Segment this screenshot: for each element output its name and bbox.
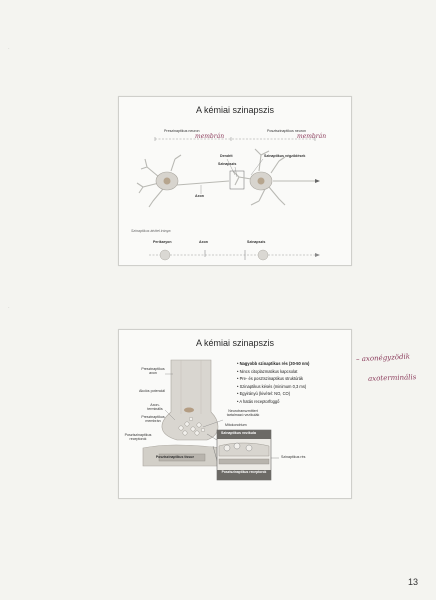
bullet-item: • Nincs citoplazmatikus kapcsolat <box>237 368 309 376</box>
label-neurotransmitter: Neurotranszmittert tartalmazó vezikulák <box>226 409 260 417</box>
edge-mark: · <box>8 305 10 311</box>
label-presyn-membrane: Preszinaptikus membrán <box>141 415 165 423</box>
mitochondrion <box>184 408 194 413</box>
label-postsyn-tissue: Posztszinaptikus tissue <box>155 455 195 459</box>
page-number: 13 <box>407 577 418 587</box>
dendrit-label: Dendrit <box>220 154 233 158</box>
label-postsyn-receptors: Posztszinaptikus receptorok <box>124 433 152 441</box>
slide-2 <box>118 329 352 499</box>
legend-item-perikaryon: Perikaryon <box>153 240 172 244</box>
label-action-potential: Akciós potenciál <box>139 389 165 393</box>
bullet-item: • Szinaptikus késés (minimum 0,3 ms) <box>237 383 309 391</box>
bullet-item: • A hatás receptorfüggő <box>237 398 309 406</box>
bullet-item: • Pre- és posztszinaptikus struktúrák <box>237 375 309 383</box>
label-axon-terminal: Axon-terminális <box>147 403 163 411</box>
bullet-item: • Nagyobb szinaptikus rés (30-50 nm) <box>237 360 309 368</box>
axon-label: Axon <box>195 194 204 198</box>
post-neuron-label: Posztszinaptikus neuron <box>267 129 306 133</box>
legend-title: Szinaptikus átvitel iránya <box>131 229 171 233</box>
pre-neuron-label: Preszinaptikus neuron <box>164 129 200 133</box>
bullet-item: • Egyirányú (kivétel: NO, CO) <box>237 390 309 398</box>
legend-synapse-dot <box>258 250 268 260</box>
axon-terminal-shape <box>162 360 218 440</box>
legend-perikaryon-dot <box>160 250 170 260</box>
label-presyn-axon: Preszinaptikus axon <box>141 367 165 375</box>
label-mitochondrion: Mitokondrium <box>225 423 247 427</box>
postsynaptic-nucleus <box>258 178 265 185</box>
legend-item-axon: Axon <box>199 240 208 244</box>
handwritten-post: membrán <box>297 133 327 140</box>
bullet-list <box>237 360 309 406</box>
terminal-label: Szinaptikus végződések <box>264 154 306 158</box>
presynaptic-neuron <box>137 155 229 207</box>
edge-mark: · <box>8 46 10 52</box>
slide-1-title: A kémiai szinapszis <box>195 105 275 115</box>
label-synaptic-cleft: Szinaptikus rés <box>281 455 306 459</box>
synapse-label: Szinapszis <box>218 162 237 166</box>
margin-note: axoterminális <box>367 373 417 383</box>
slide-2-title: A kémiai szinapszis <box>195 338 275 348</box>
label-postsyn-receptors-2: Posztszinaptikus receptorok <box>221 470 267 474</box>
slide-1 <box>118 96 352 266</box>
legend-item-synapse: Szinapszis <box>247 240 266 244</box>
direction-arrow <box>315 179 320 183</box>
margin-note: – axonégyzödik <box>355 352 411 364</box>
label-synaptic-vesicle: Szinaptikus vezikula <box>221 431 256 435</box>
presynaptic-nucleus <box>164 178 171 185</box>
handwritten-pre: membrán <box>195 133 225 140</box>
